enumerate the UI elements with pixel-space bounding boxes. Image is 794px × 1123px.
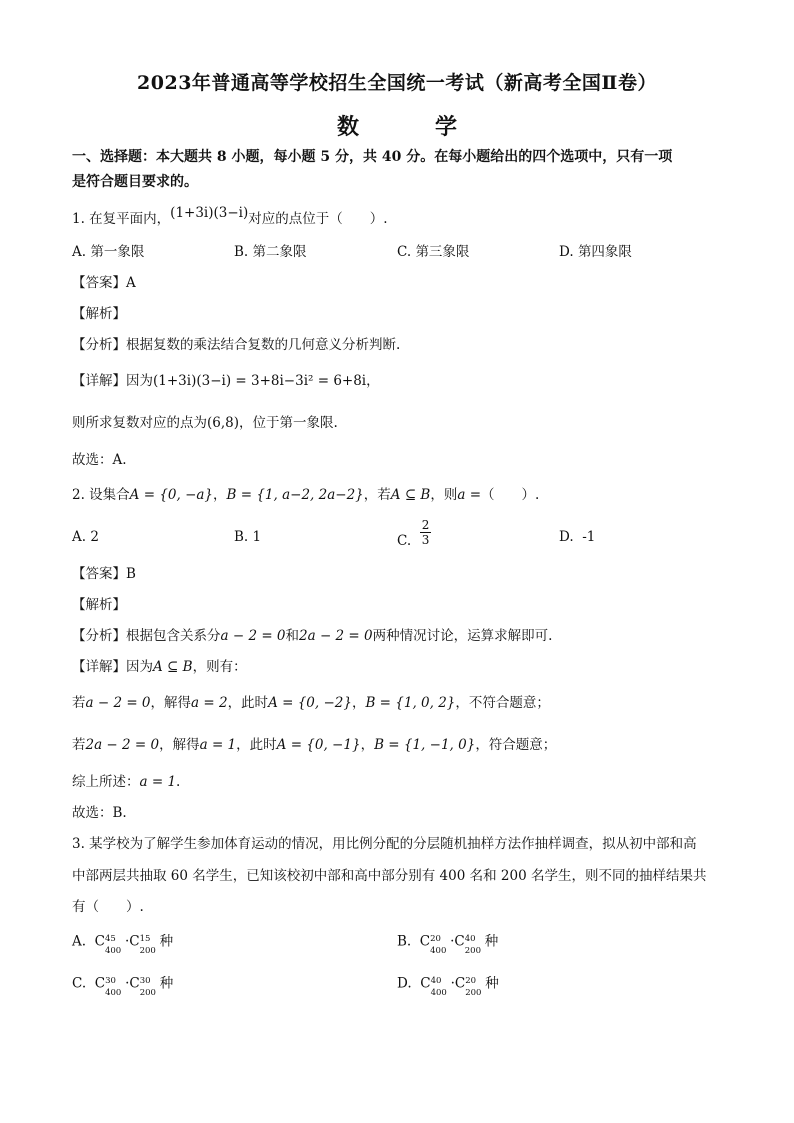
option-label: B. — [234, 244, 249, 260]
summary-text: . — [176, 774, 181, 790]
q3-option-d: D. C 40 400 ·C 20 200 种 — [397, 974, 499, 994]
q2-conclusion: 故选：B. — [72, 805, 127, 821]
comb-lower: 200 — [139, 946, 156, 956]
option-label: A. — [72, 529, 87, 545]
q3-stem-line-3: 有（ ）. — [72, 899, 144, 915]
q3-option-a: A. C 45 400 ·C 15 200 种 — [72, 932, 173, 952]
q2-stem-mid2: ，则 — [430, 487, 458, 503]
option-label: C. — [397, 533, 412, 549]
case-text: ，此时 — [236, 737, 277, 753]
comb-upper: 40 — [464, 934, 476, 944]
section-heading-line-2: 是符合题目要求的。 — [72, 174, 198, 190]
case-math: A = {0, −2} — [268, 695, 352, 711]
answer-tag: 【答案】 — [72, 275, 126, 291]
subject-heading — [0, 110, 794, 141]
option-label: D. — [559, 529, 574, 545]
q2-stem-prefix: 2. 设集合 — [72, 487, 130, 503]
option-label: C. — [72, 975, 87, 992]
q2-analysis-tag: 【解析】 — [72, 597, 126, 613]
option-label: B. — [397, 933, 412, 950]
q2-stem-mid: ，若 — [363, 487, 391, 503]
comb-lower: 200 — [465, 988, 482, 998]
q2-detail — [72, 658, 247, 676]
fenxi-text: 根据复数的乘法结合复数的几何意义分析判断. — [126, 337, 401, 353]
q3-stem-line-2: 中部两层共抽取 60 名学生，已知该校初中部和高中部分别有 400 名和 200 名学生，则不同的抽样结果共 — [72, 868, 707, 884]
comb-upper: 45 — [104, 934, 116, 944]
case-text: ，此时 — [227, 695, 269, 711]
option-unit: 种 — [485, 975, 499, 992]
option-text: -1 — [582, 529, 596, 545]
fenxi-text: 和 — [285, 628, 300, 644]
case-text: 若 — [72, 737, 86, 753]
q2-option-a — [72, 528, 99, 546]
q2-condition: A ⊆ B — [390, 487, 431, 503]
comb-upper: 40 — [430, 976, 442, 986]
option-text: 第一象限 — [90, 244, 145, 260]
q1-conclusion: 故选：A. — [72, 452, 127, 468]
q1-detail — [72, 372, 380, 390]
fenxi-text: 两种情况讨论，运算求解即可. — [372, 628, 553, 644]
detail-text: ，则有： — [192, 659, 247, 675]
summary-math: a = 1 — [139, 774, 177, 790]
case-math: A = {0, −1} — [276, 737, 361, 753]
q1-analysis-tag: 【解析】 — [72, 306, 126, 322]
option-unit: 种 — [159, 933, 174, 950]
fraction — [420, 518, 432, 547]
detail-suffix: ，位于第一象限. — [239, 415, 338, 431]
comb-upper: 20 — [465, 976, 477, 986]
q2-case-1 — [72, 694, 550, 712]
comb-upper: 30 — [105, 976, 116, 986]
q1-stem — [72, 205, 388, 228]
q2-summary — [72, 773, 180, 791]
fraction-numerator: 2 — [421, 518, 430, 532]
q2-set-b: B = {1, a−2, 2a−2} — [226, 487, 364, 503]
comb-lower: 200 — [464, 946, 481, 956]
q2-case-2 — [72, 736, 556, 754]
comb-lower: 400 — [430, 946, 447, 956]
q2-option-b — [234, 528, 261, 546]
detail-prefix: 因为 — [126, 373, 153, 389]
exam-title: 2023年普通高等学校招生全国统一考试（新高考全国Ⅱ卷） — [137, 72, 657, 94]
comb-lower: 400 — [430, 988, 447, 998]
fenxi-tag: 【分析】 — [72, 337, 126, 353]
q1-option-d — [559, 243, 632, 261]
q1-fenxi — [72, 336, 400, 354]
answer-tag: 【答案】 — [72, 566, 126, 582]
option-text: 第四象限 — [577, 244, 632, 260]
detail-text: 因为 — [126, 659, 153, 675]
q2-option-c — [397, 518, 431, 547]
subject-char-2: 学 — [435, 114, 458, 140]
q3-stem-line-1: 3. 某学校为了解学生参加体育运动的情况，用比例分配的分层随机抽样方法作抽样调查，拟从初中部和高 — [72, 836, 697, 852]
option-label: D. — [397, 975, 412, 992]
option-text: 1 — [252, 529, 262, 545]
detail-tag: 【详解】 — [72, 373, 126, 389]
detail-math: (6,8) — [207, 415, 240, 431]
option-unit: 种 — [484, 933, 499, 950]
comb-upper: 20 — [430, 934, 441, 944]
option-label: B. — [234, 529, 249, 545]
case-text: ，解得 — [159, 737, 200, 753]
option-label: A. — [72, 933, 87, 950]
case-math: B = {1, −1, 0} — [374, 737, 476, 753]
section-heading-line-1: 一、选择题：本大题共 8 小题，每小题 5 分，共 40 分。在每小题给出的四个选项中，只有一项 — [72, 149, 673, 165]
q2-fenxi — [72, 627, 552, 645]
case-math: a − 2 = 0 — [85, 695, 151, 711]
answer-value: B — [126, 566, 136, 582]
option-label: C. — [397, 244, 412, 260]
comb-upper: 30 — [139, 976, 151, 986]
q2-set-a: A = {0, −a} — [129, 487, 214, 503]
detail-math: (1+3i)(3−i) = 3+8i−3i² = 6+8i — [153, 373, 367, 389]
q1-option-a — [72, 243, 144, 261]
q3-option-c: C. C 30 400 ·C 30 200 种 — [72, 974, 173, 994]
comb-lower: 400 — [105, 988, 122, 998]
option-text: 第三象限 — [415, 244, 470, 260]
q1-stem-suffix: 对应的点位于（ ）. — [248, 211, 388, 227]
fenxi-math: a − 2 = 0 — [220, 628, 286, 644]
case-math: a = 1 — [199, 737, 237, 753]
option-text: 2 — [90, 529, 99, 545]
q1-detail-line-2 — [72, 414, 338, 432]
case-text: 若 — [72, 695, 86, 711]
comb-lower: 200 — [139, 988, 156, 998]
separator: ， — [213, 487, 227, 503]
option-text: 第二象限 — [252, 244, 307, 260]
fenxi-text: 根据包含关系分 — [126, 628, 221, 644]
q3-option-b: B. C 20 400 ·C 40 200 种 — [397, 932, 498, 952]
q2-stem-end: （ ）. — [481, 487, 540, 503]
detail-math: A ⊆ B — [153, 659, 193, 675]
detail-tag: 【详解】 — [72, 659, 126, 675]
answer-value: A — [126, 275, 136, 291]
case-text: ， — [351, 695, 366, 711]
q1-option-b — [234, 243, 307, 261]
case-text: ，不符合题意； — [455, 695, 550, 711]
comb-lower: 400 — [104, 946, 122, 956]
case-math: B = {1, 0, 2} — [365, 695, 456, 711]
case-text: ， — [360, 737, 375, 753]
subject-char-1: 数 — [336, 114, 359, 140]
option-label: A. — [72, 244, 87, 260]
summary-text: 综上所述： — [72, 774, 140, 790]
fenxi-tag: 【分析】 — [72, 628, 126, 644]
case-text: ，符合题意； — [475, 737, 557, 753]
q1-option-c — [397, 243, 469, 261]
case-math: a = 2 — [191, 695, 228, 711]
option-unit: 种 — [159, 975, 174, 992]
detail-suffix: ， — [366, 373, 380, 389]
case-text: ，解得 — [150, 695, 192, 711]
q1-answer — [72, 274, 136, 292]
q2-ask: a = — [457, 487, 482, 503]
comb-upper: 15 — [139, 934, 151, 944]
q2-option-d — [559, 528, 595, 546]
fraction-denominator: 3 — [421, 533, 430, 547]
q1-stem-math: (1+3i)(3−i) — [170, 205, 249, 221]
option-label: D. — [559, 244, 574, 260]
detail-prefix: 则所求复数对应的点为 — [72, 415, 207, 431]
q2-stem — [72, 486, 539, 504]
case-math: 2a − 2 = 0 — [85, 737, 160, 753]
q1-stem-prefix: 1. 在复平面内， — [72, 211, 171, 227]
fenxi-math: 2a − 2 = 0 — [299, 628, 373, 644]
q2-answer — [72, 565, 136, 583]
